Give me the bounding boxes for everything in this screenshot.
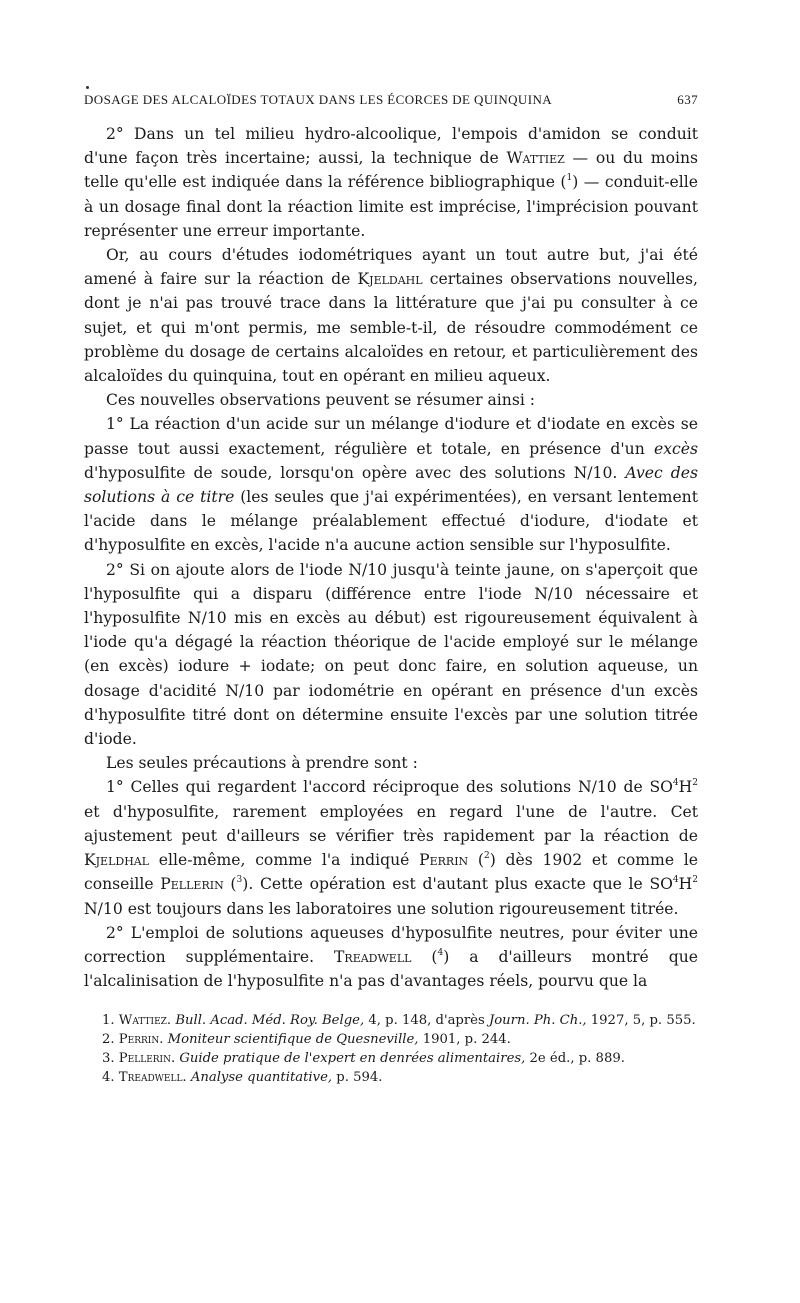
paragraph-7: 1° Celles qui regardent l'accord réciproque des solutions N/10 de $SO^4H^2$ et d'hyposulfite, rarement employées en regard l'une de l'autre. Cet ajustement peut d'ailleurs se vérifier très rapidement par la réaction de Kjeldhal elle-même, comme l'a indiqué Perrin ($^2$) dès 1902 et comme le conseille Pellerin ($^3$). Cette opération est d'autant plus exacte que le $SO^4H^2$ N/10 est toujours dans les laboratoires une solution rigoureusement titrée. xyxy=(84,778,698,918)
page xyxy=(84,92,698,1087)
footnote-ref: 3 xyxy=(236,875,243,886)
paragraph-8: 2° L'emploi de solutions aqueuses d'hyposulfite neutres, pour éviter une correction supplémentaire. Treadwell ($^4$) a d'ailleurs montré que l'alcalinisation de l'hyposulfite n'a pas d'avantages réels, pourvu que la xyxy=(84,923,698,991)
footnote-4: 4. Treadwell. Analyse quantitative, p. 594. xyxy=(102,1070,383,1086)
paragraph-3: Ces nouvelles observations peuvent se résumer ainsi : xyxy=(106,391,536,410)
paragraph-4: 1° La réaction d'un acide sur un mélange d'iodure et d'iodate en excès se passe tout aussi exactement, régulière et totale, en présence d'un excès d'hyposulfite de soude, lorsqu'on opère avec des solutions N/10. Avec des solutions à ce titre (les seules que j'ai expérimentées), en versant lentement l'acide dans le mélange préalablement effectué d'iodure, d'iodate et d'hyposulfite en excès, l'acide n'a aucune action sensible sur l'hyposulfite. xyxy=(84,415,698,555)
footnotes xyxy=(84,1011,698,1087)
footnote-ref: 1 xyxy=(566,173,573,184)
author-name: Pellerin xyxy=(160,875,224,894)
italic-text: excès xyxy=(654,439,698,458)
author-name: Kjeldahl xyxy=(357,270,423,289)
author-name: Perrin xyxy=(419,851,469,870)
paragraph-6: Les seules précautions à prendre sont : xyxy=(106,754,418,773)
page-number: 637 xyxy=(677,92,698,107)
header-title: DOSAGE DES ALCALOÏDES TOTAUX DANS LES ÉCORCES DE QUINQUINA xyxy=(84,92,553,107)
running-header xyxy=(84,92,698,114)
author-name: Kjeldhal xyxy=(84,851,150,870)
paragraph-1: 2° Dans un tel milieu hydro-alcoolique, l'empois d'amidon se conduit d'une façon très incertaine; aussi, la technique de Wattiez — ou du moins telle qu'elle est indiquée dans la référence bibliographique ($^1$) — conduit-elle à un dosage final dont la réaction limite est imprécise, l'imprécision pouvant représenter une erreur importante. xyxy=(84,125,698,240)
footnote-ref: 2 xyxy=(484,850,490,861)
author-name: Wattiez xyxy=(506,149,565,168)
author-name: Treadwell xyxy=(334,947,412,966)
paragraph-5: 2° Si on ajoute alors de l'iode N/10 jusqu'à teinte jaune, on s'aperçoit que l'hyposulfite qui a disparu (différence entre l'iode N/10 nécessaire et l'hyposulfite N/10 mis en excès au début) est rigoureusement équivalent à l'iode qu'a dégagé la réaction théorique de l'acide employé sur le mélange (en excès) iodure + iodate; on peut donc faire, en solution aqueuse, un dosage d'acidité N/10 par iodométrie en opérant en présence d'un excès d'hyposulfite titré dont on détermine ensuite l'excès par une solution titrée d'iode. xyxy=(84,560,698,749)
body-text xyxy=(84,122,698,993)
paragraph-2: Or, au cours d'études iodométriques ayant un tout autre but, j'ai été amené à faire sur la réaction de Kjeldahl certaines observations nouvelles, dont je n'ai pas trouvé trace dans la littérature que j'ai pu consulter à ce sujet, et qui m'ont permis, me semble-t-il, de résoudre commodément ce problème du dosage de certains alcaloïdes en retour, et particulièrement des alcaloïdes du quinquina, tout en opérant en milieu aqueux. xyxy=(84,246,698,386)
footnote-2: 2. Perrin. Moniteur scientifique de Quesneville, 1901, p. 244. xyxy=(102,1032,511,1048)
footnote-ref: 4 xyxy=(437,947,444,958)
italic-text: Avec des solutions à ce titre xyxy=(84,463,698,507)
ink-speck xyxy=(86,86,89,89)
footnote-1: 1. Wattiez. Bull. Acad. Méd. Roy. Belge, 4, p. 148, d'après Journ. Ph. Ch., 1927, 5, p. 555. xyxy=(102,1013,696,1029)
footnote-3: 3. Pellerin. Guide pratique de l'expert en denrées alimentaires, 2e éd., p. 889. xyxy=(102,1051,625,1067)
